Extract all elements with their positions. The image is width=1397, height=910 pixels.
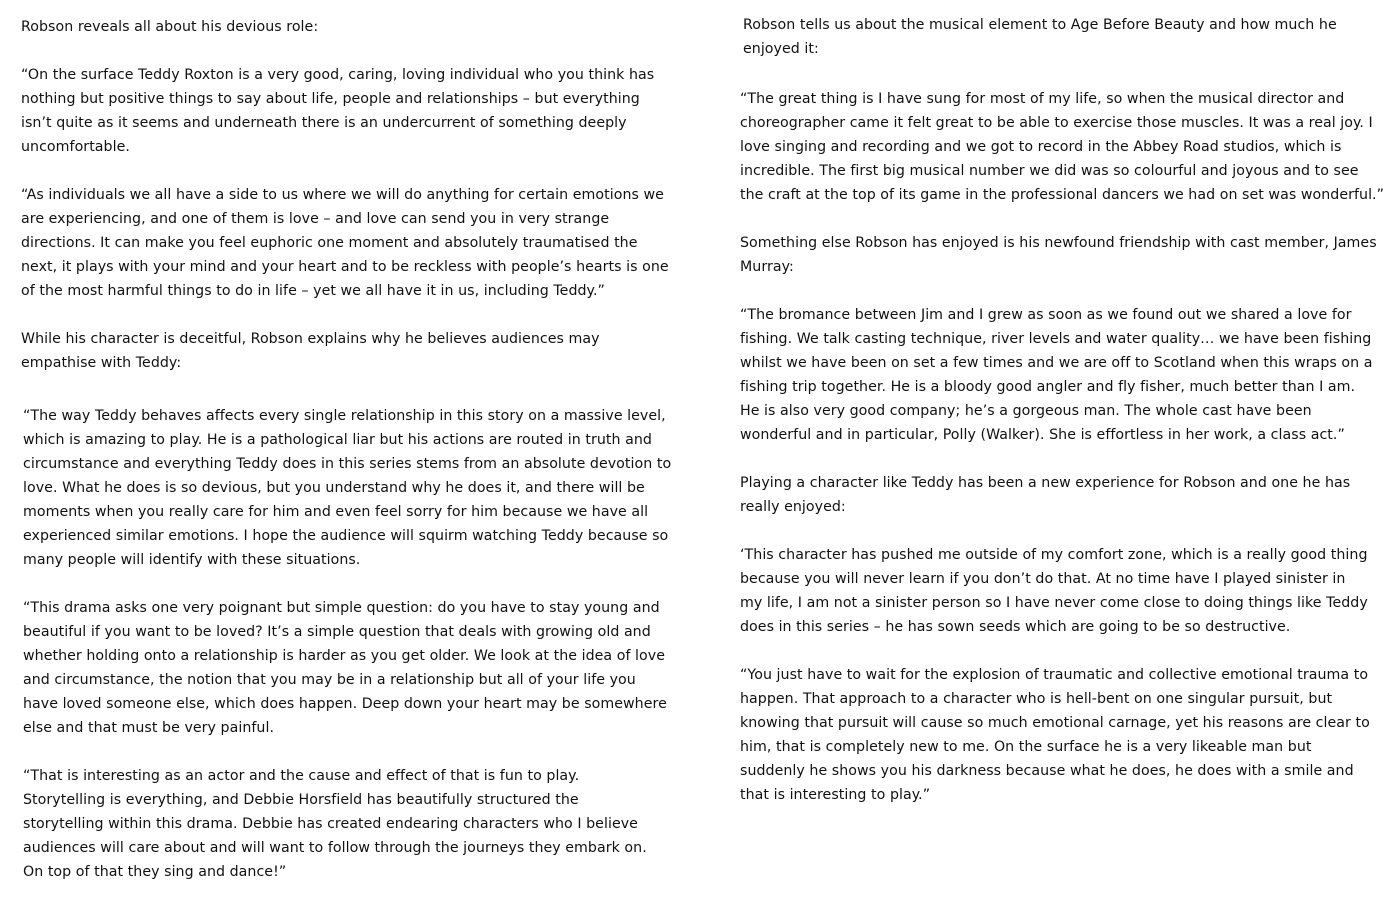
paragraph-quote-drama: “This drama asks one very poignant but simple question: do you have to stay young and beautiful if you want to be loved? It’s a simple question that deals with growing old and whether holding onto a relationship is harder as you get older. We look at the idea of love and circumstance, the notion that you may be in a relationship but all of your life you have loved someone else, which does happen. Deep down your heart may be somewhere else and that must be very painful. <box>23 600 667 736</box>
paragraph-quote-bromance: “The bromance between Jim and I grew as soon as we found out we shared a love for fishing. We talk casting technique, river levels and water quality… we have been fishing whilst we have been on set a few times and we are off to Scotland when this wraps on a fishing trip together. He is a bloody good angler and fly fisher, much better than I am. He is also very good company; he’s a gorgeous man. The whole cast have been wonderful and in particular, Polly (Walker). She is effortless in her work, a class act.” <box>740 307 1373 443</box>
paragraph-musical-intro: Robson tells us about the musical element to Age Before Beauty and how much he enjoyed it: <box>743 17 1337 57</box>
paragraph-quote-storytelling: “That is interesting as an actor and the cause and effect of that is fun to play. Storytelling is everything, and Debbie Horsfield has beautifully structured the storytelling within this drama. Debbie has created endearing characters who I believe audiences will care about and will want to follow through the journeys they embark on. On top of that they sing and dance!” <box>23 768 647 880</box>
paragraph-quote-comfort-zone: ‘This character has pushed me outside of my comfort zone, which is a really good thing because you will never learn if you don’t do that. At no time have I played sinister in my life, I am not a sinister person so I have never come close to doing things like Teddy does in this series – he has sown seeds which are going to be so destructive. <box>740 547 1368 635</box>
paragraph-friendship: Something else Robson has enjoyed is his newfound friendship with cast member, James Murray: <box>740 235 1377 275</box>
paragraph-quote-individuals: “As individuals we all have a side to us where we will do anything for certain emotions we are experiencing, and one of them is love – and love can send you in very strange directions. It can make you feel euphoric one moment and absolutely traumatised the next, it plays with your mind and your heart and to be reckless with people’s hearts is one of the most harmful things to do in life – yet we all have it in us, including Teddy.” <box>21 187 669 299</box>
paragraph-deceitful: While his character is deceitful, Robson explains why he believes audiences may empathise with Teddy: <box>21 331 600 371</box>
paragraph-quote-sung: “The great thing is I have sung for most of my life, so when the musical director and choreographer came it felt great to be able to exercise those muscles. It was a real joy. I love singing and recording and we got to record in the Abbey Road studios, which is incredible. The first big musical number we did was so colourful and joyous and to see the craft at the top of its game in the professional dancers we had on set was wonderful.” <box>740 91 1385 203</box>
paragraph-intro: Robson reveals all about his devious role: <box>21 19 319 35</box>
paragraph-new-experience: Playing a character like Teddy has been a new experience for Robson and one he has really enjoyed: <box>740 475 1351 515</box>
paragraph-quote-explosion: “You just have to wait for the explosion of traumatic and collective emotional trauma to happen. That approach to a character who is hell-bent on one singular pursuit, but knowing that pursuit will cause so much emotional carnage, yet his reasons are clear to him, that is completely new to me. On the surface he is a very likeable man but suddenly he shows you his darkness because what he does, he does with a smile and that is interesting to play.” <box>740 667 1370 803</box>
paragraph-quote-surface: “On the surface Teddy Roxton is a very good, caring, loving individual who you think has nothing but positive things to say about life, people and relationships – but everything isn’t quite as it seems and underneath there is an undercurrent of something deeply uncomfortable. <box>21 67 655 155</box>
paragraph-quote-behaves: “The way Teddy behaves affects every single relationship in this story on a massive level, which is amazing to play. He is a pathological liar but his actions are routed in truth and circumstance and everything Teddy does in this series stems from an absolute devotion to love. What he does is so devious, but you understand why he does it, and there will be moments when you really care for him and even feel sorry for him because we have all experienced similar emotions. I hope the audience will squirm watching Teddy because so many people will identify with these situations. <box>23 408 672 568</box>
